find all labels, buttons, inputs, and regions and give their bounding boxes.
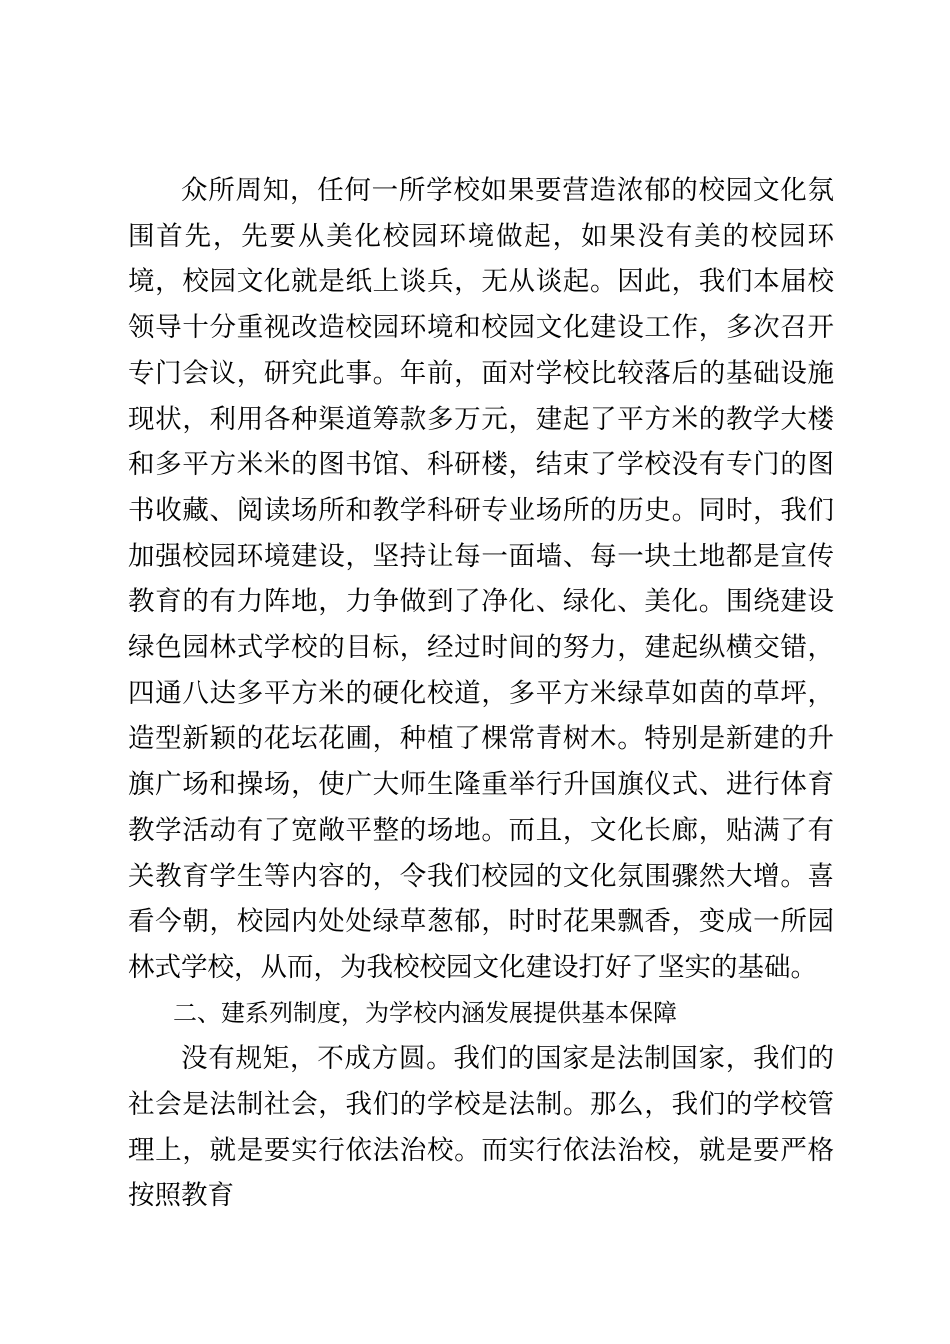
paragraph-rules-and-systems: 没有规矩，不成方圆。我们的国家是法制国家，我们的社会是法制社会，我们的学校是法制。那么，我们的学校管理上，就是要实行依法治校。而实行依法治校，就是要严格按照教育 <box>128 1043 834 1212</box>
document-body <box>128 168 834 1219</box>
section-heading-2: 二、建系列制度，为学校内涵发展提供基本保障 <box>173 998 677 1027</box>
paragraph-campus-environment: 众所周知，任何一所学校如果要营造浓郁的校园文化氛围首先，先要从美化校园环境做起，如果没有美的校园环境，校园文化就是纸上谈兵，无从谈起。因此，我们本届校领导十分重视改造校园环境和校园文化建设工作，多次召开专门会议，研究此事。年前，面对学校比较落后的基础设施现状，利用各种渠道筹款多万元，建起了平方米的教学大楼和多平方米米的图书馆、科研楼，结束了学校没有专门的图书收藏、阅读场所和教学科研专业场所的历史。同时，我们加强校园环境建设，坚持让每一面墙、每一块土地都是宣传教育的有力阵地，力争做到了净化、绿化、美化。围绕建设绿色园林式学校的目标，经过时间的努力，建起纵横交错，四通八达多平方米的硬化校道，多平方米绿草如茵的草坪，造型新颖的花坛花圃，种植了棵常青树木。特别是新建的升旗广场和操场，使广大师生隆重举行升国旗仪式、进行体育教学活动有了宽敞平整的场地。而且，文化长廊，贴满了有关教育学生等内容的，令我们校园的文化氛围骤然大增。喜看今朝，校园内处处绿草葱郁，时时花果飘香，变成一所园林式学校，从而，为我校校园文化建设打好了坚实的基础。 <box>128 175 834 983</box>
